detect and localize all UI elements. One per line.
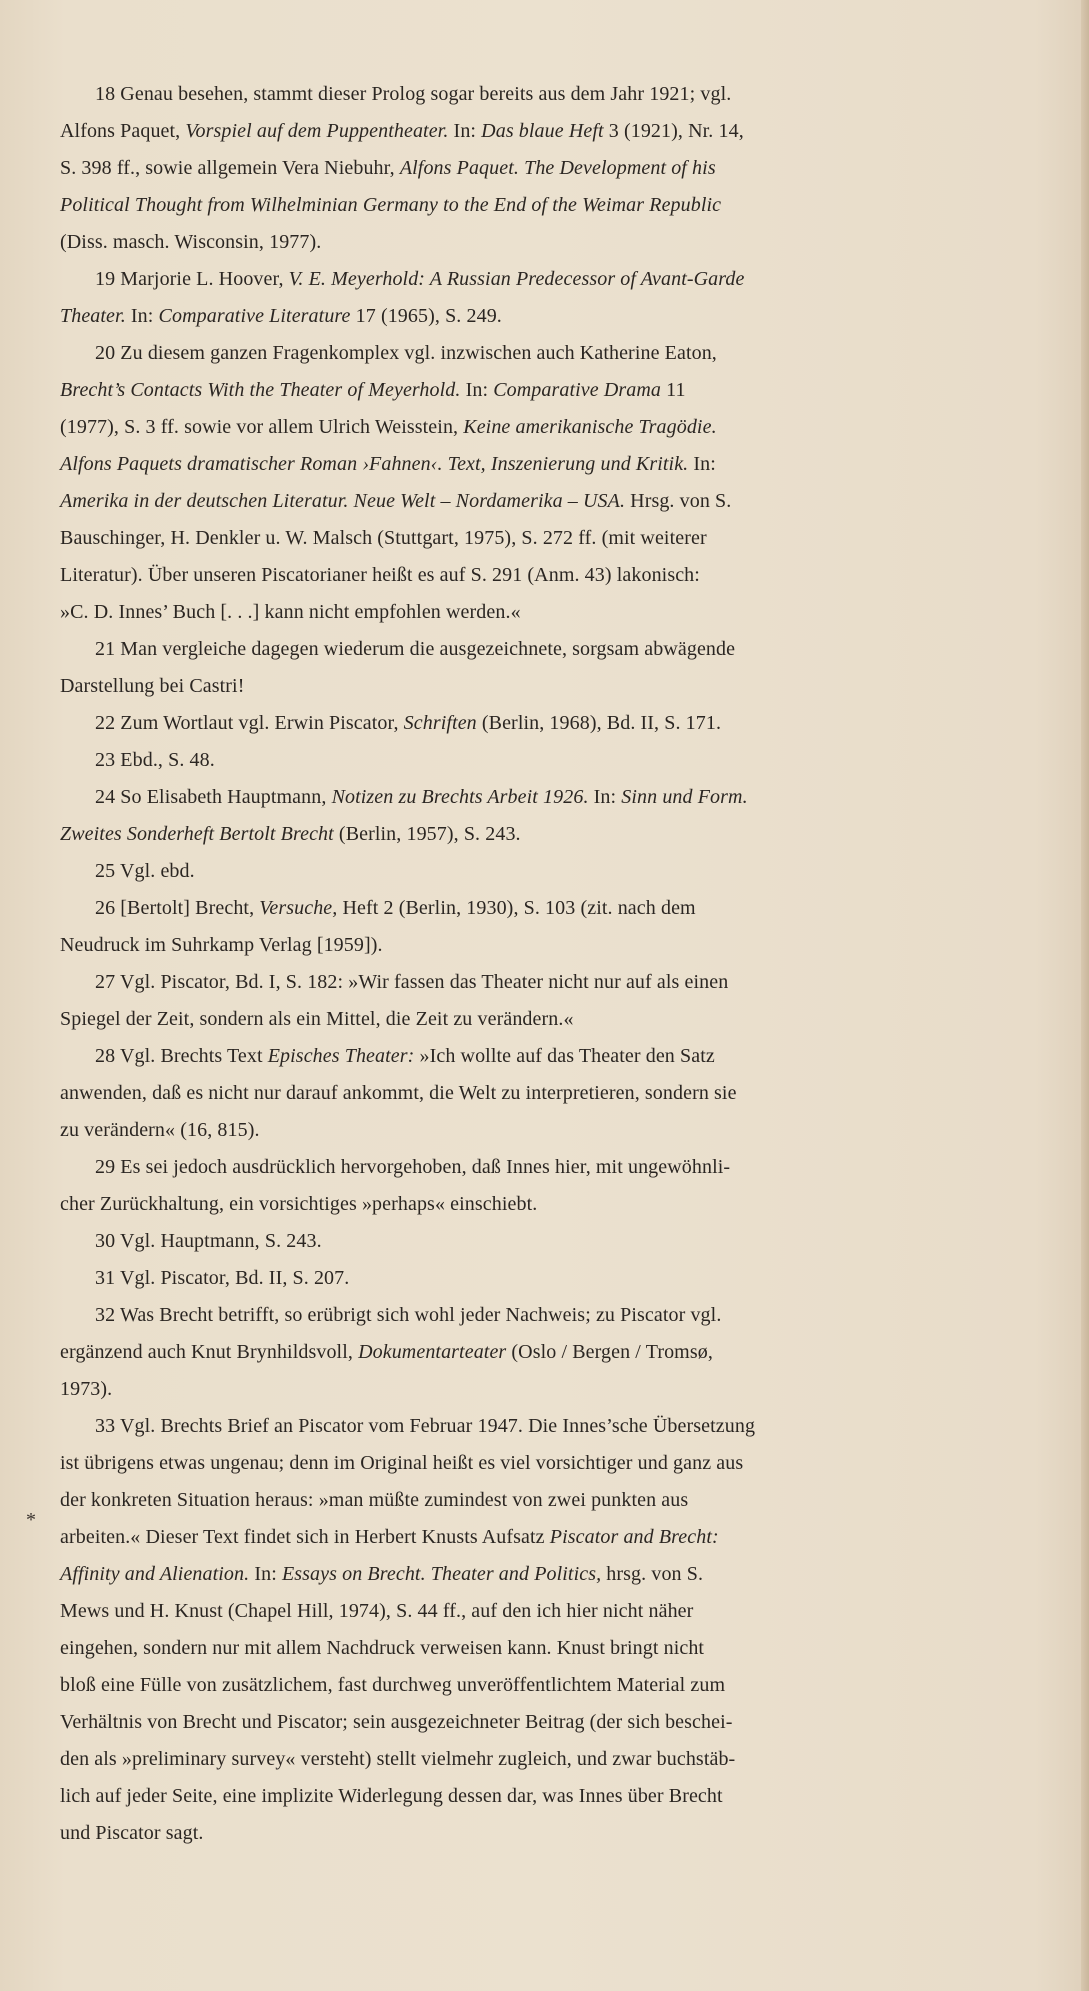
footnote-25	[60, 853, 1085, 890]
text-run: 23 Ebd., S. 48.	[95, 749, 215, 771]
text-run: 1973).	[60, 1378, 113, 1400]
text-run: »Ich wollte auf das Theater den Satz	[414, 1045, 715, 1067]
text-run: 29 Es sei jedoch ausdrücklich hervorgehoben, daß Innes hier, mit ungewöhnli-	[95, 1156, 731, 1178]
text-run: 3 (1921), Nr. 14,	[603, 120, 744, 142]
text-run: arbeiten.« Dieser Text findet sich in Herbert Knusts Aufsatz	[60, 1526, 550, 1548]
text-run: 25 Vgl. ebd.	[95, 860, 195, 882]
footnote-29	[60, 1149, 1085, 1223]
footnote-line	[60, 1334, 1085, 1371]
footnote-line	[60, 1593, 1085, 1630]
footnote-line	[60, 1149, 1085, 1186]
footnote-line	[60, 1223, 1085, 1260]
footnote-line	[60, 631, 1085, 668]
text-run: (Berlin, 1968), Bd. II, S. 171.	[476, 712, 722, 734]
text-run: S. 398 ff., sowie allgemein Vera Niebuhr,	[60, 157, 400, 179]
footnote-line	[60, 779, 1085, 816]
footnote-line	[60, 816, 1085, 853]
footnote-line	[60, 520, 1085, 557]
text-run: Darstellung bei Castri!	[60, 675, 245, 697]
italic-title: Essays on Brecht. Theater and Politics,	[281, 1563, 602, 1585]
footnote-19	[60, 261, 1085, 335]
text-run: 31 Vgl. Piscator, Bd. II, S. 207.	[95, 1267, 350, 1289]
footnote-line	[60, 372, 1085, 409]
footnote-line	[60, 1519, 1085, 1556]
italic-title: Episches Theater:	[267, 1045, 415, 1067]
text-run: 30 Vgl. Hauptmann, S. 243.	[95, 1230, 322, 1252]
footnote-line	[60, 1075, 1085, 1112]
text-run: hrsg. von S.	[601, 1563, 704, 1585]
footnote-line	[60, 76, 1085, 113]
text-run: 33 Vgl. Brechts Brief an Piscator vom Februar 1947. Die Innes’sche Übersetzung	[95, 1415, 756, 1437]
footnote-21	[60, 631, 1085, 705]
text-run: In:	[460, 379, 494, 401]
text-run: Literatur). Über unseren Piscatorianer heißt es auf S. 291 (Anm. 43) lakonisch:	[60, 564, 700, 586]
footnote-line	[60, 224, 1085, 261]
footnote-line	[60, 853, 1085, 890]
footnote-line	[60, 298, 1085, 335]
footnote-line	[60, 113, 1085, 150]
text-run: Hrsg. von S.	[625, 490, 732, 512]
text-run: 27 Vgl. Piscator, Bd. I, S. 182: »Wir fassen das Theater nicht nur auf als einen	[95, 971, 729, 993]
italic-title: Das blaue Heft	[481, 120, 604, 142]
footnote-line	[60, 150, 1085, 187]
footnote-line	[60, 890, 1085, 927]
footnote-line	[60, 1186, 1085, 1223]
text-run: Bauschinger, H. Denkler u. W. Malsch (Stuttgart, 1975), S. 272 ff. (mit weiterer	[60, 527, 707, 549]
text-run: Neudruck im Suhrkamp Verlag [1959]).	[60, 934, 383, 956]
italic-title: Vorspiel auf dem Puppentheater.	[185, 120, 449, 142]
text-run: 11	[661, 379, 686, 401]
footnote-line	[60, 1260, 1085, 1297]
footnote-24	[60, 779, 1085, 853]
text-run: ist übrigens etwas ungenau; denn im Original heißt es viel vorsichtiger und ganz aus	[60, 1452, 744, 1474]
footnote-line	[60, 1001, 1085, 1038]
footnote-line	[60, 1297, 1085, 1334]
text-run: Verhältnis von Brecht und Piscator; sein ausgezeichneter Beitrag (der sich beschei-	[60, 1711, 733, 1733]
text-run: In:	[125, 305, 159, 327]
footnote-line	[60, 187, 1085, 224]
italic-title: V. E. Meyerhold: A Russian Predecessor of Avant-Garde	[288, 268, 745, 290]
footnote-line	[60, 335, 1085, 372]
footnote-20	[60, 335, 1085, 631]
italic-title: Alfons Paquet. The Development of his	[399, 157, 716, 179]
text-run: und Piscator sagt.	[60, 1822, 204, 1844]
text-run: cher Zurückhaltung, ein vorsichtiges »perhaps« einschiebt.	[60, 1193, 538, 1215]
italic-title: Theater.	[60, 305, 126, 327]
footnote-27	[60, 964, 1085, 1038]
text-run: Heft 2 (Berlin, 1930), S. 103 (zit. nach dem	[337, 897, 696, 919]
footnote-line	[60, 1667, 1085, 1704]
text-run: (1977), S. 3 ff. sowie vor allem Ulrich Weisstein,	[60, 416, 464, 438]
italic-title: Sinn und Form.	[621, 786, 748, 808]
margin-mark: *	[26, 1509, 36, 1531]
text-run: 26 [Bertolt] Brecht,	[95, 897, 260, 919]
footnote-line	[60, 1371, 1085, 1408]
italic-title: Comparative Drama	[493, 379, 662, 401]
text-run: (Berlin, 1957), S. 243.	[333, 823, 521, 845]
footnote-line	[60, 1741, 1085, 1778]
italic-title: Amerika in der deutschen Literatur. Neue Welt – Nordamerika – USA.	[60, 490, 626, 512]
footnote-28	[60, 1038, 1085, 1149]
footnote-line	[60, 1112, 1085, 1149]
italic-title: Versuche,	[259, 897, 338, 919]
text-run: eingehen, sondern nur mit allem Nachdruck verweisen kann. Knust bringt nicht	[60, 1637, 705, 1659]
italic-title: Notizen zu Brechts Arbeit 1926.	[331, 786, 589, 808]
footnote-line	[60, 668, 1085, 705]
footnotes-block	[60, 76, 1085, 1852]
footnote-line	[60, 964, 1085, 1001]
text-run: 32 Was Brecht betrifft, so erübrigt sich wohl jeder Nachweis; zu Piscator vgl.	[95, 1304, 722, 1326]
text-run: 17 (1965), S. 249.	[350, 305, 502, 327]
text-run: lich auf jeder Seite, eine implizite Widerlegung dessen dar, was Innes über Brecht	[60, 1785, 723, 1807]
text-run: In:	[688, 453, 716, 475]
text-run: »C. D. Innes’ Buch [. . .] kann nicht empfohlen werden.«	[60, 601, 521, 623]
footnote-line	[60, 1556, 1085, 1593]
footnote-line	[60, 594, 1085, 631]
footnote-line	[60, 1815, 1085, 1852]
italic-title: Affinity and Alienation.	[60, 1563, 250, 1585]
footnote-line	[60, 446, 1085, 483]
footnote-line	[60, 261, 1085, 298]
text-run: (Diss. masch. Wisconsin, 1977).	[60, 231, 322, 253]
italic-title: Keine amerikanische Tragödie.	[463, 416, 717, 438]
footnote-line	[60, 1482, 1085, 1519]
italic-title: Alfons Paquets dramatischer Roman ›Fahnen‹. Text, Inszenierung und Kritik.	[60, 453, 689, 475]
text-run: den als »preliminary survey« versteht) stellt vielmehr zugleich, und zwar buchstäb-	[60, 1748, 736, 1770]
footnote-line	[60, 742, 1085, 779]
italic-title: Zweites Sonderheft Bertolt Brecht	[60, 823, 334, 845]
text-run: 22 Zum Wortlaut vgl. Erwin Piscator,	[95, 712, 404, 734]
footnote-line	[60, 1408, 1085, 1445]
text-run: 20 Zu diesem ganzen Fragenkomplex vgl. inzwischen auch Katherine Eaton,	[95, 342, 717, 364]
footnote-line	[60, 1038, 1085, 1075]
footnote-30	[60, 1223, 1085, 1260]
footnote-32	[60, 1297, 1085, 1408]
footnote-33	[60, 1408, 1085, 1852]
footnote-22	[60, 705, 1085, 742]
text-run: der konkreten Situation heraus: »man müßte zumindest von zwei punkten aus	[60, 1489, 689, 1511]
footnote-line	[60, 483, 1085, 520]
footnote-line	[60, 1630, 1085, 1667]
text-run: Alfons Paquet,	[60, 120, 186, 142]
text-run: 28 Vgl. Brechts Text	[95, 1045, 268, 1067]
italic-title: Political Thought from Wilhelminian Germany to the End of the Weimar Republic	[60, 194, 722, 216]
text-run: zu verändern« (16, 815).	[60, 1119, 260, 1141]
footnote-31	[60, 1260, 1085, 1297]
italic-title: Schriften	[403, 712, 477, 734]
footnote-18	[60, 76, 1085, 261]
footnote-23	[60, 742, 1085, 779]
text-run: 21 Man vergleiche dagegen wiederum die ausgezeichnete, sorgsam abwägende	[95, 638, 736, 660]
text-run: (Oslo / Bergen / Tromsø,	[506, 1341, 713, 1363]
italic-title: Dokumentarteater	[358, 1341, 507, 1363]
text-run: bloß eine Fülle von zusätzlichem, fast durchweg unveröffentlichtem Material zum	[60, 1674, 726, 1696]
text-run: anwenden, daß es nicht nur darauf ankommt, die Welt zu interpretieren, sondern sie	[60, 1082, 737, 1104]
text-run: 18 Genau besehen, stammt dieser Prolog sogar bereits aus dem Jahr 1921; vgl.	[95, 83, 732, 105]
footnote-line	[60, 705, 1085, 742]
text-run: Spiegel der Zeit, sondern als ein Mittel, die Zeit zu verändern.«	[60, 1008, 574, 1030]
text-run: 19 Marjorie L. Hoover,	[95, 268, 289, 290]
footnote-line	[60, 1778, 1085, 1815]
footnote-line	[60, 1445, 1085, 1482]
footnote-line	[60, 409, 1085, 446]
footnote-line	[60, 557, 1085, 594]
footnote-line	[60, 927, 1085, 964]
italic-title: Brecht’s Contacts With the Theater of Meyerhold.	[60, 379, 461, 401]
text-run: ergänzend auch Knut Brynhildsvoll,	[60, 1341, 359, 1363]
text-run: In:	[448, 120, 482, 142]
text-run: Mews und H. Knust (Chapel Hill, 1974), S. 44 ff., auf den ich hier nicht näher	[60, 1600, 694, 1622]
text-run: In:	[249, 1563, 282, 1585]
footnote-line	[60, 1704, 1085, 1741]
text-run: In:	[588, 786, 622, 808]
text-run: 24 So Elisabeth Hauptmann,	[95, 786, 332, 808]
italic-title: Comparative Literature	[158, 305, 351, 327]
footnote-26	[60, 890, 1085, 964]
italic-title: Piscator and Brecht:	[549, 1526, 719, 1548]
